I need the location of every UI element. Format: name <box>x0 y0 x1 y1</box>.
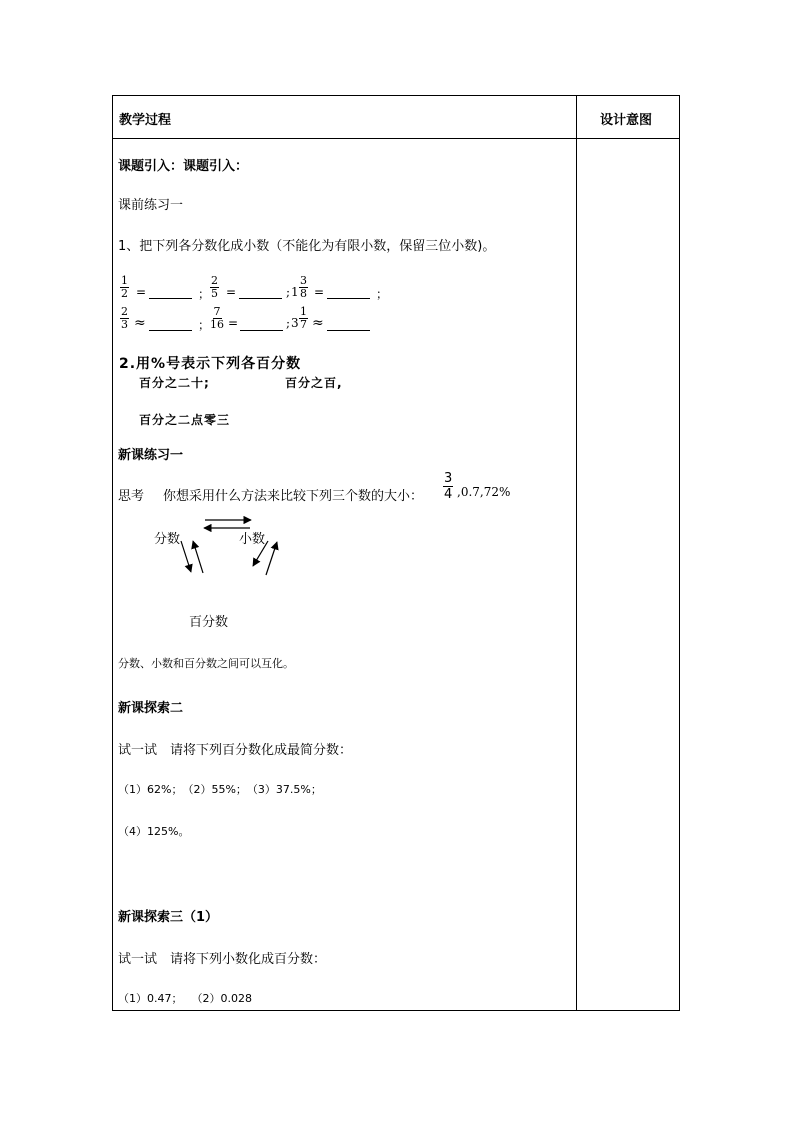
sep-1: ； <box>198 287 211 301</box>
fraction-2: $\frac{2}{5}$ <box>211 274 218 300</box>
fraction-4: $\frac{2}{3}$ <box>121 305 128 331</box>
lesson2-title: 新课探索二 <box>118 701 184 716</box>
arrow-decimal-to-percent <box>253 541 268 566</box>
lesson2-items-1: （1）62%； （2）55%； （3）37.5%； <box>118 783 322 796</box>
lesson1-title: 新课练习一 <box>118 448 184 463</box>
q2-title: 2.用%号表示下列各百分数 <box>119 356 302 372</box>
equals-3: = <box>314 285 325 299</box>
node-percent: 百分数 <box>189 615 229 630</box>
lesson3-instruction: 试一试 请将下列小数化成百分数： <box>118 952 327 967</box>
equals-5: = <box>228 316 239 330</box>
whole-3: 1 <box>291 285 299 299</box>
node-fraction: 分数 <box>154 532 181 547</box>
compare-values: ,0.7,72% <box>457 485 511 499</box>
think-label: 思考 <box>118 489 145 504</box>
arrow-percent-to-fraction <box>193 541 203 573</box>
arrow-percent-to-decimal <box>266 542 277 575</box>
header-teaching-process: 教学过程 <box>119 113 172 128</box>
whole-6: 3 <box>291 316 299 330</box>
fraction-1: $\frac{1}{2}$ <box>121 274 128 300</box>
arrow-fraction-to-percent <box>181 541 191 572</box>
node-decimal: 小数 <box>239 532 266 547</box>
intro-title: 课题引入：课题引入： <box>118 159 249 174</box>
conversion-conclusion: 分数、小数和百分数之间可以互化。 <box>118 657 294 670</box>
fraction-5: $\frac{7}{16}$ <box>210 305 224 331</box>
approx-4: ≈ <box>134 315 146 331</box>
q1-prompt: 1、把下列各分数化成小数（不能化为有限小数，保留三位小数)。 <box>118 239 496 254</box>
sep-5: ; <box>286 316 291 330</box>
approx-6: ≈ <box>312 315 324 331</box>
lesson2-instruction: 试一试 请将下列百分数化成最简分数： <box>118 743 353 758</box>
fraction-three-quarters: $\frac{3}{4}$ <box>444 471 453 502</box>
think-question: 你想采用什么方法来比较下列三个数的大小： <box>163 489 424 504</box>
sep-4: ； <box>198 318 211 332</box>
lesson2-items-2: （4）125%。 <box>118 825 190 838</box>
lesson3-title: 新课探索三（1） <box>118 910 219 925</box>
lesson3-items-1: （1）0.47； （2）0.028 <box>118 992 252 1005</box>
fraction-6: $\frac{1}{7}$ <box>300 305 307 331</box>
sep-2: ; <box>286 285 291 299</box>
q2-item-3: 百分之二点零三 <box>139 413 231 427</box>
pre-class-practice-title: 课前练习一 <box>118 198 184 213</box>
header-design-intent: 设计意图 <box>600 113 653 128</box>
fraction-3: $\frac{3}{8}$ <box>300 274 307 300</box>
equals-2: = <box>226 285 237 299</box>
q2-item-1: 百分之二十; <box>139 376 210 390</box>
equals-1: = <box>136 285 147 299</box>
sep-3: ； <box>376 287 389 301</box>
q2-item-2: 百分之百, <box>285 376 343 390</box>
